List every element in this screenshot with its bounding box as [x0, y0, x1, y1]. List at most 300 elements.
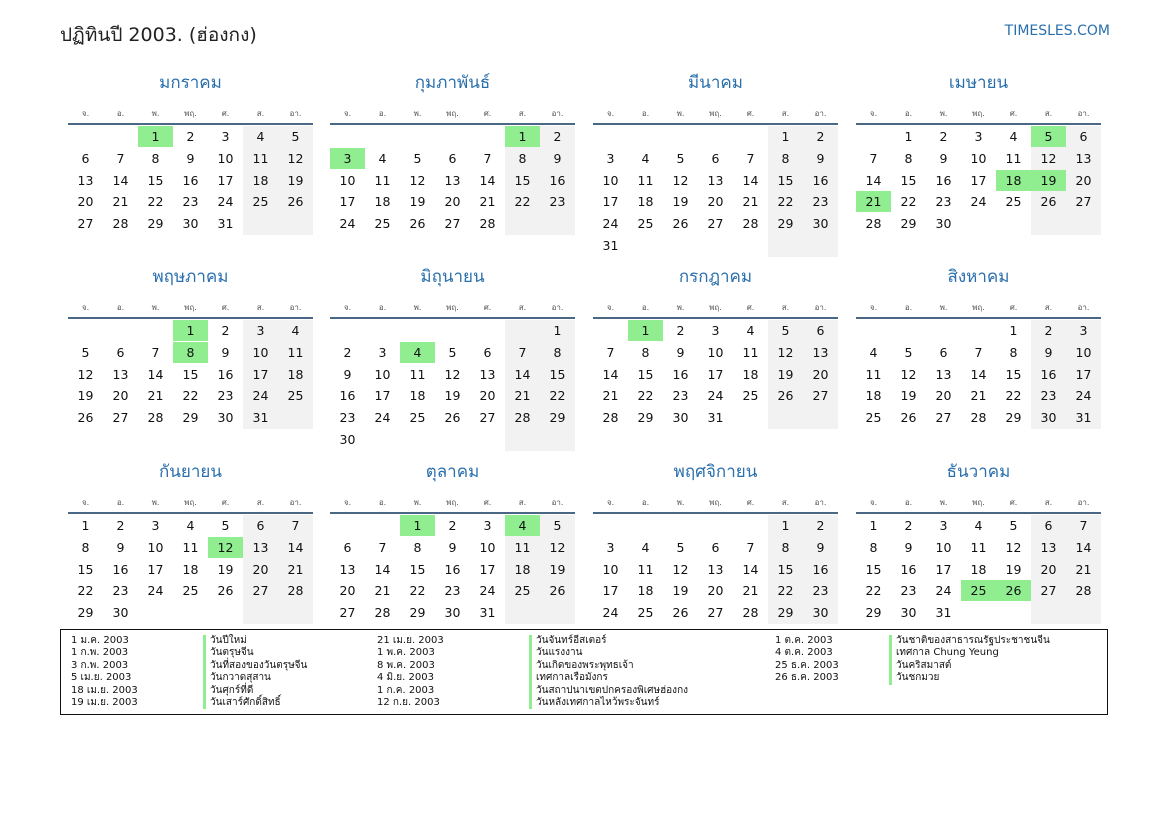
day-cell: 8	[869, 539, 878, 555]
weekday-label: พฤ.	[972, 303, 985, 312]
day-cell: 11	[374, 172, 391, 188]
day-cell: 19	[217, 561, 234, 577]
day-cell: 12	[777, 344, 794, 360]
day-cell: 6	[343, 539, 352, 555]
day-cell: 5	[221, 518, 230, 533]
day-cell: 9	[816, 539, 825, 555]
weekday-label: ส.	[1044, 109, 1053, 118]
day-cell: 14	[970, 366, 987, 382]
day-cell: 22	[1005, 388, 1022, 404]
day-cell: 9	[904, 539, 913, 555]
day-cell: 5	[676, 539, 685, 555]
day-cell: 12	[444, 366, 461, 382]
day-cell: 23	[112, 583, 129, 599]
legend-holiday-name: วันสถาปนาเขตปกครองพิเศษฮ่องกง	[529, 685, 688, 697]
legend-holiday-name: เทศกาลเรือมังกร	[529, 672, 608, 684]
month-divider	[856, 123, 1101, 125]
weekday-label: พ.	[676, 303, 685, 312]
day-cell: 16	[1040, 366, 1057, 382]
day-cell: 21	[112, 194, 129, 210]
weekday-header	[330, 108, 575, 120]
day-cell: 25	[287, 388, 304, 404]
weekday-header	[68, 108, 313, 120]
month-divider	[856, 317, 1101, 319]
day-cell: 11	[742, 344, 759, 360]
day-cell: 1	[904, 129, 913, 144]
day-cell: 24	[602, 216, 619, 232]
day-cell: 17	[147, 561, 164, 577]
day-cell: 29	[637, 410, 654, 426]
day-cell: 21	[479, 194, 496, 210]
day-cell: 28	[742, 216, 759, 232]
day-cell: 23	[812, 583, 829, 599]
weekday-header	[856, 108, 1101, 120]
day-cell: 10	[252, 344, 269, 360]
weekday-label: ศ.	[483, 109, 492, 118]
day-cell: 25	[865, 410, 882, 426]
day-cell: 26	[549, 583, 566, 599]
day-cell: 25	[1005, 194, 1022, 210]
day-cell: 30	[182, 216, 199, 232]
day-cell: 9	[343, 366, 352, 382]
day-cell: 3	[483, 518, 492, 533]
day-cell: 9	[676, 344, 685, 360]
day-cell: 30	[812, 605, 829, 621]
day-cell: 23	[182, 194, 199, 210]
day-cell: 22	[900, 194, 917, 210]
day-cell: 29	[77, 605, 94, 621]
day-cell: 20	[707, 583, 724, 599]
weekday-label: ส.	[518, 109, 527, 118]
day-cell: 23	[1040, 388, 1057, 404]
weekday-label: ศ.	[1009, 498, 1018, 507]
day-cell: 1	[1009, 323, 1018, 338]
day-cell: 15	[514, 172, 531, 188]
day-cell: 5	[904, 344, 913, 360]
day-cell: 15	[549, 366, 566, 382]
day-cell: 13	[479, 366, 496, 382]
month-block	[68, 266, 313, 456]
day-cell: 1	[81, 518, 90, 533]
day-cell: 28	[112, 216, 129, 232]
weekday-label: จ.	[606, 498, 615, 507]
day-cell: 11	[637, 561, 654, 577]
day-cell: 20	[1075, 172, 1092, 188]
holiday-day-cell: 18	[996, 170, 1031, 191]
day-cell: 22	[182, 388, 199, 404]
page-title: ปฏิทินปี 2003. (ฮ่องกง)	[60, 24, 257, 46]
weekday-label: พฤ.	[446, 498, 459, 507]
weekday-label: พ.	[676, 498, 685, 507]
day-cell: 11	[182, 539, 199, 555]
day-cell: 6	[1079, 129, 1088, 144]
weekday-label: อ.	[116, 109, 125, 118]
day-cell: 13	[252, 539, 269, 555]
month-divider	[68, 123, 313, 125]
day-cell: 27	[707, 216, 724, 232]
day-cell: 22	[147, 194, 164, 210]
weekday-label: ส.	[518, 303, 527, 312]
legend-date: 1 ต.ค. 2003	[775, 635, 833, 646]
holiday-day-cell: 1	[505, 126, 540, 147]
day-cell: 19	[77, 388, 94, 404]
day-cell: 19	[777, 366, 794, 382]
day-cell: 30	[935, 216, 952, 232]
day-cell: 5	[81, 344, 90, 360]
day-cell: 27	[1075, 194, 1092, 210]
day-cell: 18	[409, 388, 426, 404]
weekday-label: อา.	[814, 303, 827, 312]
day-cell: 6	[483, 344, 492, 360]
weekday-label: อา.	[1077, 498, 1090, 507]
day-cell: 26	[672, 605, 689, 621]
weekday-label: ศ.	[1009, 303, 1018, 312]
weekday-label: พ.	[939, 303, 948, 312]
day-cell: 6	[448, 150, 457, 166]
day-cell: 8	[518, 150, 527, 166]
day-cell: 16	[672, 366, 689, 382]
day-cell: 9	[816, 150, 825, 166]
month-name: ธันวาคม	[946, 462, 1011, 482]
day-cell: 28	[374, 605, 391, 621]
day-cell: 10	[374, 366, 391, 382]
day-cell: 15	[182, 366, 199, 382]
weekday-header	[593, 302, 838, 314]
day-cell: 1	[869, 518, 878, 533]
holiday-day-cell: 25	[961, 580, 996, 601]
day-cell: 14	[287, 539, 304, 555]
weekday-label: พ.	[151, 109, 160, 118]
day-cell: 31	[217, 216, 234, 232]
day-cell: 18	[970, 561, 987, 577]
day-cell: 13	[444, 172, 461, 188]
weekday-label: อา.	[814, 109, 827, 118]
day-cell: 10	[707, 344, 724, 360]
day-cell: 28	[147, 410, 164, 426]
day-cell: 2	[553, 129, 562, 144]
day-cell: 21	[970, 388, 987, 404]
day-cell: 7	[746, 539, 755, 555]
day-cell: 6	[711, 539, 720, 555]
legend-date: 12 ก.ย. 2003	[377, 697, 440, 708]
weekday-label: อ.	[641, 303, 650, 312]
day-cell: 2	[116, 518, 125, 533]
day-cell: 23	[812, 194, 829, 210]
day-cell: 14	[514, 366, 531, 382]
day-cell: 28	[287, 583, 304, 599]
day-cell: 10	[602, 561, 619, 577]
legend-date: 19 เม.ย. 2003	[71, 697, 138, 708]
day-cell: 4	[378, 150, 387, 166]
day-cell: 24	[602, 605, 619, 621]
month-divider	[593, 317, 838, 319]
month-name: มีนาคม	[688, 73, 743, 93]
holiday-day-cell: 1	[138, 126, 173, 147]
weekday-label: อา.	[289, 109, 302, 118]
day-cell: 3	[1079, 323, 1088, 338]
day-cell: 5	[781, 323, 790, 338]
day-cell: 2	[448, 518, 457, 533]
holiday-day-cell: 19	[1031, 170, 1066, 191]
weekday-header	[68, 302, 313, 314]
day-cell: 19	[287, 172, 304, 188]
weekday-label: อา.	[551, 109, 564, 118]
day-cell: 22	[77, 583, 94, 599]
day-cell: 22	[777, 583, 794, 599]
month-block	[856, 72, 1101, 262]
weekday-label: พ.	[676, 109, 685, 118]
weekday-label: พฤ.	[972, 498, 985, 507]
day-cell: 13	[812, 344, 829, 360]
month-name: พฤศจิกายน	[673, 462, 758, 482]
month-block	[68, 461, 313, 651]
day-cell: 24	[339, 216, 356, 232]
day-cell: 18	[637, 194, 654, 210]
weekday-label: อา.	[289, 303, 302, 312]
day-cell: 26	[217, 583, 234, 599]
weekday-label: อา.	[551, 303, 564, 312]
day-cell: 12	[287, 150, 304, 166]
day-cell: 19	[444, 388, 461, 404]
day-cell: 16	[339, 388, 356, 404]
day-cell: 27	[339, 605, 356, 621]
day-cell: 31	[707, 410, 724, 426]
day-cell: 8	[151, 150, 160, 166]
day-cell: 15	[777, 561, 794, 577]
day-cell: 17	[479, 561, 496, 577]
day-cell: 15	[900, 172, 917, 188]
day-cell: 7	[378, 539, 387, 555]
day-cell: 26	[672, 216, 689, 232]
day-cell: 26	[1040, 194, 1057, 210]
holiday-day-cell: 1	[628, 320, 663, 341]
weekday-label: ศ.	[483, 303, 492, 312]
legend-date: 1 พ.ค. 2003	[377, 647, 435, 659]
month-name: เมษายน	[948, 73, 1009, 93]
day-cell: 29	[900, 216, 917, 232]
weekday-label: จ.	[81, 498, 90, 507]
weekday-label: จ.	[869, 303, 878, 312]
day-cell: 2	[939, 129, 948, 144]
day-cell: 1	[781, 129, 790, 144]
day-cell: 30	[444, 605, 461, 621]
day-cell: 13	[112, 366, 129, 382]
day-cell: 3	[974, 129, 983, 144]
weekday-label: จ.	[869, 498, 878, 507]
day-cell: 5	[291, 129, 300, 144]
weekday-label: ศ.	[746, 109, 755, 118]
weekday-label: ส.	[256, 303, 265, 312]
day-cell: 7	[483, 150, 492, 166]
day-cell: 28	[865, 216, 882, 232]
day-cell: 20	[77, 194, 94, 210]
weekday-header	[856, 497, 1101, 509]
day-cell: 6	[816, 323, 825, 338]
day-cell: 18	[182, 561, 199, 577]
day-cell: 28	[602, 410, 619, 426]
weekday-label: ส.	[781, 498, 790, 507]
legend-date: 1 ก.พ. 2003	[71, 647, 129, 659]
weekday-label: จ.	[343, 303, 352, 312]
day-cell: 18	[374, 194, 391, 210]
day-cell: 3	[711, 323, 720, 338]
day-cell: 6	[1044, 518, 1053, 533]
holiday-day-cell: 3	[330, 148, 365, 169]
day-cell: 23	[935, 194, 952, 210]
weekday-label: อ.	[116, 498, 125, 507]
day-cell: 29	[777, 605, 794, 621]
day-cell: 27	[252, 583, 269, 599]
day-cell: 6	[256, 518, 265, 533]
day-cell: 20	[812, 366, 829, 382]
day-cell: 21	[602, 388, 619, 404]
weekday-label: อ.	[641, 498, 650, 507]
day-cell: 30	[672, 410, 689, 426]
day-cell: 8	[413, 539, 422, 555]
day-cell: 13	[339, 561, 356, 577]
day-cell: 25	[637, 605, 654, 621]
day-cell: 16	[182, 172, 199, 188]
day-cell: 23	[900, 583, 917, 599]
day-cell: 22	[409, 583, 426, 599]
day-cell: 4	[869, 344, 878, 360]
month-name: มิถุนายน	[420, 267, 485, 287]
legend-holiday-name: วันแรงงาน	[529, 647, 582, 659]
holiday-day-cell: 1	[400, 515, 435, 536]
weekday-header	[330, 302, 575, 314]
weekday-label: ศ.	[483, 498, 492, 507]
day-cell: 29	[182, 410, 199, 426]
day-cell: 4	[291, 323, 300, 338]
legend-holiday-name: วันที่สองของวันตรุษจีน	[203, 660, 307, 672]
day-cell: 5	[448, 344, 457, 360]
day-cell: 24	[252, 388, 269, 404]
legend-holiday-name: วันศุกร์ที่ดี	[203, 685, 253, 697]
day-cell: 16	[217, 366, 234, 382]
weekday-label: พ.	[413, 303, 422, 312]
legend-date: 21 เม.ย. 2003	[377, 635, 444, 646]
holiday-day-cell: 1	[173, 320, 208, 341]
weekday-label: ส.	[781, 109, 790, 118]
day-cell: 19	[900, 388, 917, 404]
day-cell: 28	[970, 410, 987, 426]
day-cell: 31	[602, 238, 619, 253]
weekday-label: พ.	[413, 109, 422, 118]
month-block	[856, 461, 1101, 651]
site-link[interactable]: TIMESLES.COM	[1004, 23, 1110, 39]
day-cell: 9	[186, 150, 195, 166]
day-cell: 21	[287, 561, 304, 577]
day-cell: 5	[413, 150, 422, 166]
day-cell: 24	[479, 583, 496, 599]
day-cell: 20	[935, 388, 952, 404]
month-name: กรกฎาคม	[678, 267, 753, 287]
day-cell: 4	[1009, 129, 1018, 144]
month-block	[330, 266, 575, 456]
legend-holiday-name: วันชาติของสาธารณรัฐประชาชนจีน	[889, 635, 1050, 647]
month-name: พฤษภาคม	[152, 267, 229, 287]
day-cell: 11	[865, 366, 882, 382]
weekday-label: พฤ.	[709, 109, 722, 118]
legend-date: 4 มิ.ย. 2003	[377, 672, 434, 684]
month-divider	[593, 512, 838, 514]
day-cell: 20	[339, 583, 356, 599]
day-cell: 2	[816, 129, 825, 144]
day-cell: 17	[970, 172, 987, 188]
day-cell: 27	[444, 216, 461, 232]
day-cell: 20	[1040, 561, 1057, 577]
day-cell: 5	[1009, 518, 1018, 533]
day-cell: 18	[252, 172, 269, 188]
day-cell: 22	[865, 583, 882, 599]
weekday-label: อ.	[904, 498, 913, 507]
day-cell: 14	[602, 366, 619, 382]
month-block	[856, 266, 1101, 456]
day-cell: 16	[444, 561, 461, 577]
day-cell: 26	[444, 410, 461, 426]
day-cell: 11	[409, 366, 426, 382]
holiday-day-cell: 4	[505, 515, 540, 536]
weekday-label: อ.	[378, 498, 387, 507]
weekday-label: ศ.	[221, 303, 230, 312]
holiday-day-cell: 8	[173, 342, 208, 363]
day-cell: 20	[252, 561, 269, 577]
day-cell: 25	[182, 583, 199, 599]
month-block	[593, 72, 838, 262]
month-block	[593, 461, 838, 651]
legend-holiday-name: วันคริสมาสต์	[889, 660, 951, 672]
day-cell: 29	[865, 605, 882, 621]
day-cell: 8	[1009, 344, 1018, 360]
day-cell: 12	[672, 172, 689, 188]
day-cell: 26	[287, 194, 304, 210]
day-cell: 27	[812, 388, 829, 404]
day-cell: 22	[777, 194, 794, 210]
day-cell: 29	[1005, 410, 1022, 426]
day-cell: 2	[221, 323, 230, 338]
day-cell: 20	[112, 388, 129, 404]
weekday-label: อ.	[378, 109, 387, 118]
weekday-label: จ.	[81, 109, 90, 118]
day-cell: 12	[1005, 539, 1022, 555]
month-divider	[856, 512, 1101, 514]
legend-holiday-name: วันเสาร์ศักดิ์สิทธิ์	[203, 697, 281, 709]
weekday-label: ส.	[518, 498, 527, 507]
month-name: กันยายน	[158, 462, 222, 482]
weekday-label: อา.	[814, 498, 827, 507]
day-cell: 2	[1044, 323, 1053, 338]
legend-date: 25 ธ.ค. 2003	[775, 659, 839, 671]
day-cell: 27	[1040, 583, 1057, 599]
weekday-header	[856, 302, 1101, 314]
day-cell: 1	[781, 518, 790, 533]
legend-date: 1 ม.ค. 2003	[71, 635, 129, 646]
day-cell: 4	[256, 129, 265, 144]
day-cell: 17	[252, 366, 269, 382]
day-cell: 25	[742, 388, 759, 404]
month-name: มกราคม	[159, 73, 222, 93]
day-cell: 10	[339, 172, 356, 188]
day-cell: 25	[409, 410, 426, 426]
day-cell: 17	[1075, 366, 1092, 382]
day-cell: 6	[939, 344, 948, 360]
day-cell: 14	[742, 561, 759, 577]
day-cell: 26	[777, 388, 794, 404]
day-cell: 16	[549, 172, 566, 188]
day-cell: 20	[707, 194, 724, 210]
weekday-label: ส.	[781, 303, 790, 312]
day-cell: 4	[974, 518, 983, 533]
